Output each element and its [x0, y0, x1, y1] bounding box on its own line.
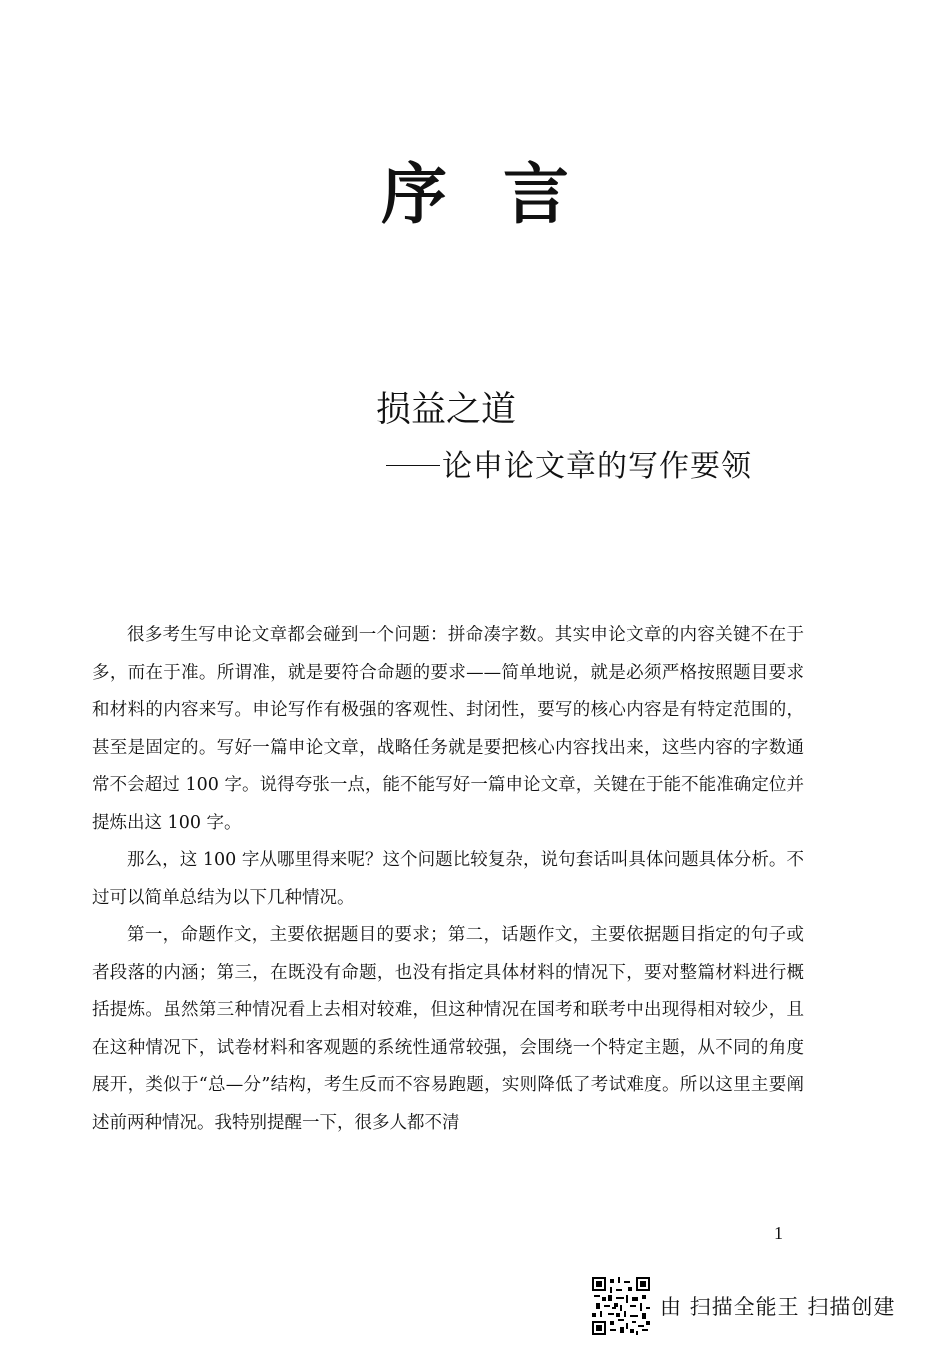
section-subtitle-line	[386, 449, 752, 484]
paragraph-3: 第一，命题作文，主要依据题目的要求；第二，话题作文，主要依据题目指定的句子或者段落的内涵；第三，在既没有命题，也没有指定具体材料的情况下，要对整篇材料进行概括提炼。虽然第三种情况看上去相对较难，但这种情况在国考和联考中出现得相对较少，且在这种情况下，试卷材料和客观题的系统性通常较强，会围绕一个特定主题，从不同的角度展开，类似于“总—分”结构，考生反而不容易跑题，实则降低了考试难度。所以这里主要阐述前两种情况。我特别提醒一下，很多人都不清	[92, 925, 804, 1133]
page-title: 序言	[381, 156, 625, 233]
section-title: 损益之道	[376, 390, 517, 430]
section-subtitle: 论申论文章的写作要领	[442, 449, 752, 484]
em-dash-rule	[386, 465, 440, 467]
paragraph-2: 那么，这 100 字从哪里得来呢？这个问题比较复杂，说句套话叫具体问题具体分析。不过可以简单总结为以下几种情况。	[92, 850, 804, 908]
watermark-text: 由 扫描全能王 扫描创建	[660, 1295, 896, 1319]
paragraph-1: 很多考生写申论文章都会碰到一个问题：拼命凑字数。其实申论文章的内容关键不在于多，而在于准。所谓准，就是要符合命题的要求——简单地说，就是必须严格按照题目要求和材料的内容来写。申论写作有极强的客观性、封闭性，要写的核心内容是有特定范围的，甚至是固定的。写好一篇申论文章，战略任务就是要把核心内容找出来，这些内容的字数通常不会超过 100 字。说得夸张一点，能不能写好一篇申论文章，关键在于能不能准确定位并提炼出这 100 字。	[92, 625, 804, 833]
body-text	[92, 617, 804, 1142]
page-number: 1	[774, 1223, 783, 1243]
qr-code-icon	[592, 1277, 650, 1335]
scanner-watermark	[592, 1276, 895, 1336]
